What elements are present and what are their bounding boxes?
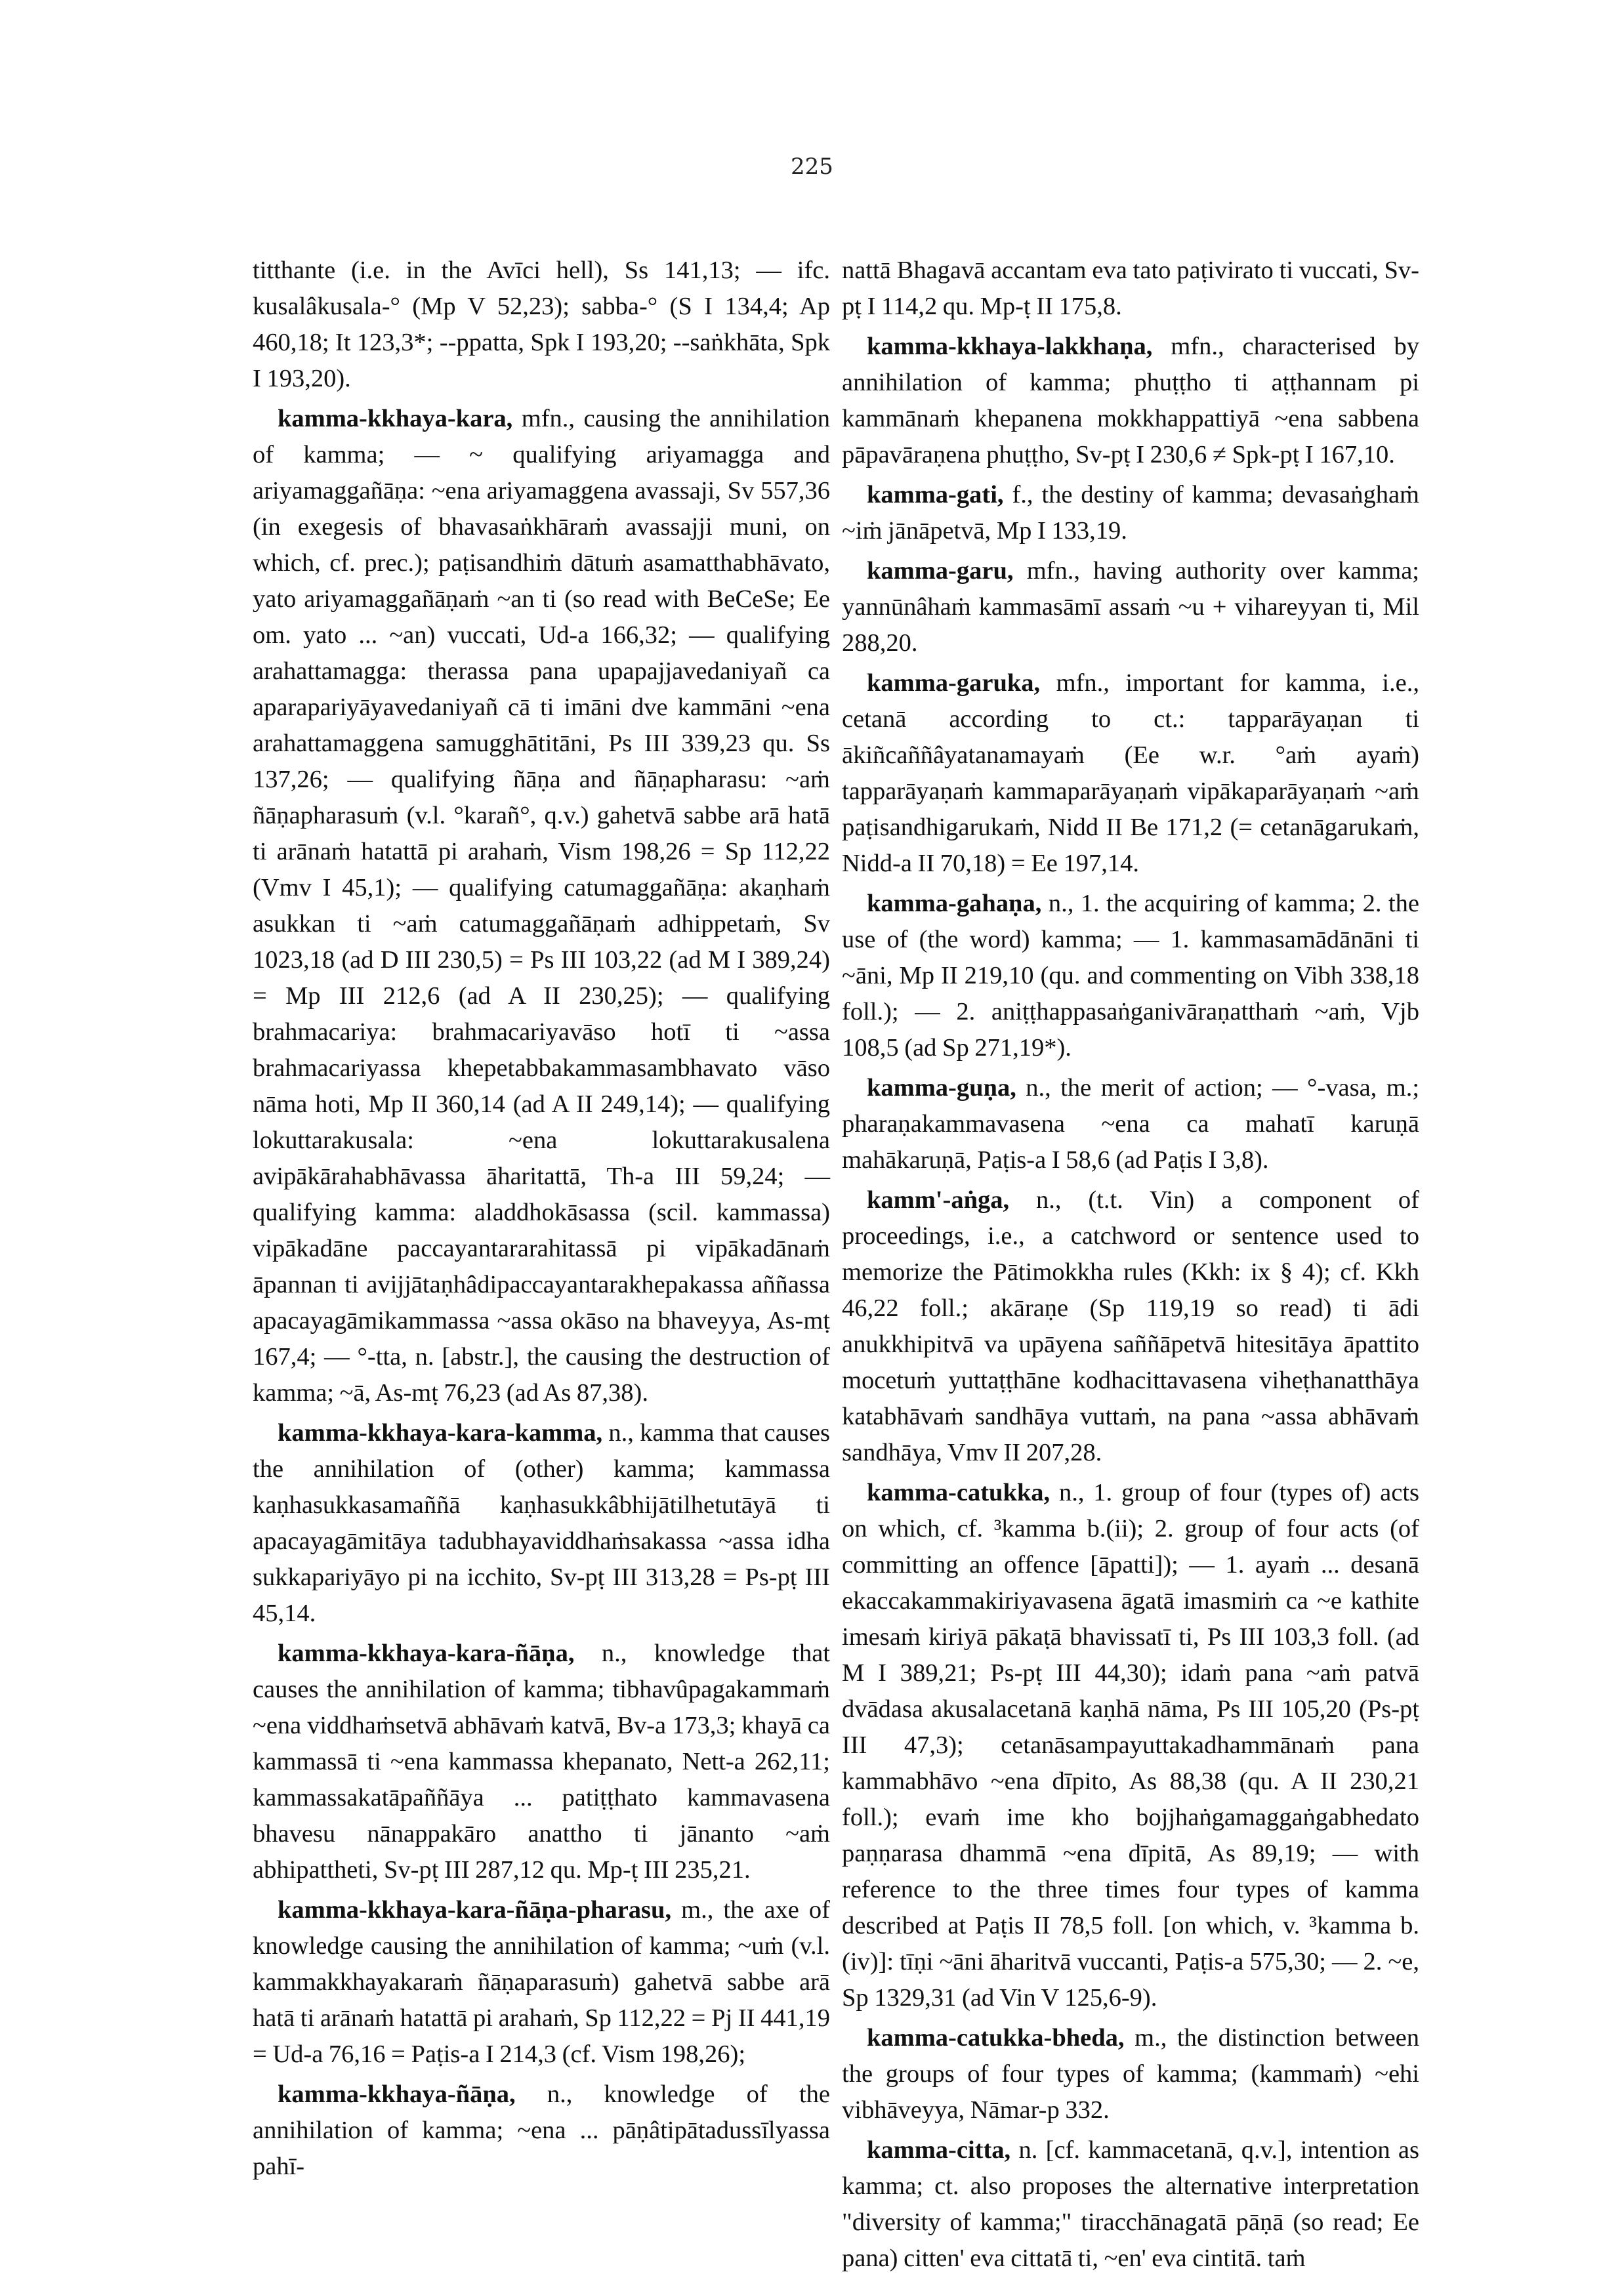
entry-text: n. [cf. kammacetanā, q.v.], intention as kamma; ct. also proposes the alternative interpretation "diversity of kamma;" tiracchānagatā pāṇā (so read; Ee pana) citten' eva cittatā ti, ~en' eva cintitā. taṁ [842,2136,1419,2272]
entry-text: titthante (i.e. in the Avīci hell), Ss 141,13; — ifc. kusalâkusala-° (Mp V 52,23); sabba-° (S I 134,4; Ap 460,18; It 123,3*; --ppatta, Spk I 193,20; --saṅkhāta, Spk I 193,20). [253,257,830,392]
entry-headword: kamma-catukka-bheda, [867,2024,1125,2052]
entry-text: mfn., characterised by annihilation of kamma; phuṭṭho ti aṭṭhannam pi kammānaṁ khepanena mokkhappattiyā ~ena sabbena pāpavāraṇena phuṭṭho, Sv-pṭ I 230,6 ≠ Spk-pṭ I 167,10. [842,333,1419,468]
dictionary-entry [253,1892,830,2073]
entry-text: n., kamma that causes the annihilation of (other) kamma; kammassa kaṇhasukkasamaññā kaṇhasukkâbhijātilhetutāyā ti apacayagāmitāya tadubhayaviddhaṁsakassa ~assa idha sukkapariyāyo pi na icchito, Sv-pṭ III 313,28 = Ps-pṭ III 45,14. [253,1419,831,1627]
entry-text: n., 1. group of four (types of) acts on which, cf. ³kamma b.(ii); 2. group of four acts (of committing an offence [āpatti]); — 1. ayaṁ ... desanā ekaccakammakiriyavasena āgatā imasmiṁ ca ~e kathite imesaṁ kiriyā pākaṭā bhavissatī ti, Ps III 103,3 foll. (ad M I 389,21; Ps-pṭ III 44,30); idaṁ pana ~aṁ patvā dvādasa akusalacetanā kaṇhā nāma, Ps III 105,20 (Ps-pṭ III 47,3); cetanāsampayuttakadhammānaṁ pana kammabhāvo ~ena dīpito, As 88,38 (qu. A II 230,21 foll.); evaṁ ime kho bojjhaṅgamaggaṅgabhedato paṇṇarasa dhammā ~ena dīpitā, As 89,19; — with reference to the three times four types of kamma described at Paṭis II 78,5 foll. [on which, v. ³kamma b.(iv)]: tīṇi ~āni āharitvā vuccanti, Paṭis-a 575,30; — 2. ~e, Sp 1329,31 (ad Vin V 125,6-9). [842,1479,1419,2012]
entry-headword: kamma-gati, [867,481,1004,508]
left-column [253,253,830,2189]
dictionary-entry [842,1182,1419,1471]
entry-headword: kamma-kkhaya-lakkhaṇa, [867,333,1153,360]
dictionary-entry [253,401,830,1411]
dictionary-entry [842,477,1419,549]
entry-text: n., 1. the acquiring of kamma; 2. the use of (the word) kamma; — 1. kammasamādānāni ti ~āni, Mp II 219,10 (qu. and commenting on Vibh 338,18 foll.); — 2. aniṭṭhappasaṅganivāraṇatthaṁ ~aṁ, Vjb 108,5 (ad Sp 271,19*). [842,890,1419,1062]
entry-headword: kamma-catukka, [867,1479,1051,1506]
entry-headword: kamma-gahaṇa, [867,890,1042,917]
entry-text: mfn., causing the annihilation of kamma; — ~ qualifying ariyamagga and ariyamaggañāṇa: ~ena ariyamaggena avassaji, Sv 557,36 (in exegesis of bhavasaṅkhāraṁ avassajji muni, on which, cf. prec.); paṭisandhiṁ dātuṁ asamatthabhāvato, yato ariyamaggañāṇaṁ ~an ti (so read with BeCeSe; Ee om. yato ... ~an) vuccati, Ud-a 166,32; — qualifying arahattamagga: therassa pana upapajjavedaniyañ ca aparapariyāyavedaniyañ cā ti imāni dve kammāni ~ena arahattamaggena samugghātitāni, Ps III 339,23 qu. Ss 137,26; — qualifying ñāṇa and ñāṇapharasu: ~aṁ ñāṇapharasuṁ (v.l. °karañ°, q.v.) gahetvā sabbe arā hatā ti arānaṁ hatattā pi arahaṁ, Vism 198,26 = Sp 112,22 (Vmv I 45,1); — qualifying catumaggañāṇa: akaṇhaṁ asukkan ti ~aṁ catumaggañāṇaṁ adhippetaṁ, Sv 1023,18 (ad D III 230,5) = Ps III 103,22 (ad M I 389,24) = Mp III 212,6 (ad A II 230,25); — qualifying brahmacariya: brahmacariyavāso hotī ti ~assa brahmacariyassa khepetabbakammasambhavato vāso nāma hoti, Mp II 360,14 (ad A II 249,14); — qualifying lokuttarakusala: ~ena lokuttarakusalena avipākārahabhāvassa āharitattā, Th-a III 59,24; — qualifying kamma: aladdhokāsassa (scil. kammassa) vipākadāne paccayantararahitassā pi vipākadānaṁ āpannan ti avijjātaṇhâdipaccayantarakhepakassa aññassa apacayagāmikammassa ~assa okāso na bhaveyya, As-mṭ 167,4; — °-tta, n. [abstr.], the causing the destruction of kamma; ~ā, As-mṭ 76,23 (ad As 87,38). [253,405,830,1407]
dictionary-entry [253,2077,830,2185]
entry-headword: kamma-garuka, [867,669,1041,697]
entry-headword: kamma-kkhaya-ñāṇa, [278,2080,516,2108]
entry-headword: kamma-kkhaya-kara, [278,405,513,432]
dictionary-entry [253,253,830,397]
right-column [842,253,1419,2281]
dictionary-entry [253,1415,830,1632]
entry-text: mfn., important for kamma, i.e., cetanā according to ct.: tapparāyaṇan ti ākiñcaññâyatanamayaṁ (Ee w.r. °aṁ ayaṁ) tapparāyaṇaṁ kammaparāyaṇaṁ vipākaparāyaṇaṁ ~aṁ paṭisandhigarukaṁ, Nidd II Be 171,2 (= cetanāgarukaṁ, Nidd-a II 70,18) = Ee 197,14. [842,669,1420,877]
entry-text: m., the axe of knowledge causing the annihilation of kamma; ~uṁ (v.l. kammakkhayakaraṁ ñāṇaparasuṁ) gahetvā sabbe arā hatā ti arānaṁ hatattā pi arahaṁ, Sp 112,22 = Pj II 441,19 = Ud-a 76,16 = Paṭis-a I 214,3 (cf. Vism 198,26); [253,1896,830,2068]
entry-headword: kamma-guṇa, [867,1074,1016,1102]
entry-headword: kamm'-aṅga, [867,1186,1010,1214]
page-number: 225 [791,154,833,180]
dictionary-entry [842,553,1419,661]
entry-text: n., knowledge of the annihilation of kamma; ~ena ... pāṇâtipātadussīlyassa pahī- [253,2080,830,2180]
entry-text: m., the distinction between the groups of four types of kamma; (kammaṁ) ~ehi vibhāveyya, Nāmar-p 332. [842,2024,1419,2124]
dictionary-entry [842,665,1419,882]
dictionary-entry [842,253,1419,325]
entry-text: n., (t.t. Vin) a component of proceedings, i.e., a catchword or sentence used to memorize the Pātimokkha rules (Kkh: ix § 4); cf. Kkh 46,22 foll.; akāraṇe (Sp 119,19 so read) ti ādi anukkhipitvā va upāyena saññāpetvā hitesitāya āpattito mocetuṁ yuttaṭṭhāne kodhacittavasena viheṭhanatthāya katabhāvaṁ sandhāya vuttaṁ, na pana ~assa abhāvaṁ sandhāya, Vmv II 207,28. [842,1186,1419,1466]
entry-text: nattā Bhagavā accantam eva tato paṭivirato ti vuccati, Sv-pṭ I 114,2 qu. Mp-ṭ II 175,8. [842,257,1419,320]
entry-text: n., the merit of action; — °-vasa, m.; pharaṇakammavasena ~ena ca mahatī karuṇā mahākaruṇā, Paṭis-a I 58,6 (ad Paṭis I 3,8). [842,1074,1420,1174]
entry-text: n., knowledge that causes the annihilation of kamma; tibhavûpagakammaṁ ~ena viddhaṁsetvā abhāvaṁ katvā, Bv-a 173,3; khayā ca kammassā ti ~ena kammassa khepanato, Nett-a 262,11; kammassakatāpaññāya ... patiṭṭhato kammavasena bhavesu nānappakāro anattho ti jānanto ~aṁ abhipattheti, Sv-pṭ III 287,12 qu. Mp-ṭ III 235,21. [253,1640,830,1884]
entry-headword: kamma-kkhaya-kara-kamma, [278,1419,603,1447]
entry-headword: kamma-kkhaya-kara-ñāṇa-pharasu, [278,1896,672,1924]
dictionary-entry [842,1475,1419,2016]
entry-headword: kamma-kkhaya-kara-ñāṇa, [278,1640,575,1667]
dictionary-entry [842,886,1419,1066]
entry-text: f., the destiny of kamma; devasaṅghaṁ ~iṁ jānāpetvā, Mp I 133,19. [842,481,1419,545]
dictionary-entry [842,329,1419,473]
entry-text: mfn., having authority over kamma; yannūnâhaṁ kammasāmī assaṁ ~u + vihareyyan ti, Mil 288,20. [842,557,1419,657]
entry-headword: kamma-garu, [867,557,1014,585]
dictionary-entry [842,1070,1419,1178]
dictionary-entry [842,2132,1419,2277]
dictionary-entry [842,2020,1419,2128]
dictionary-entry [253,1636,830,1888]
entry-headword: kamma-citta, [867,2136,1011,2164]
